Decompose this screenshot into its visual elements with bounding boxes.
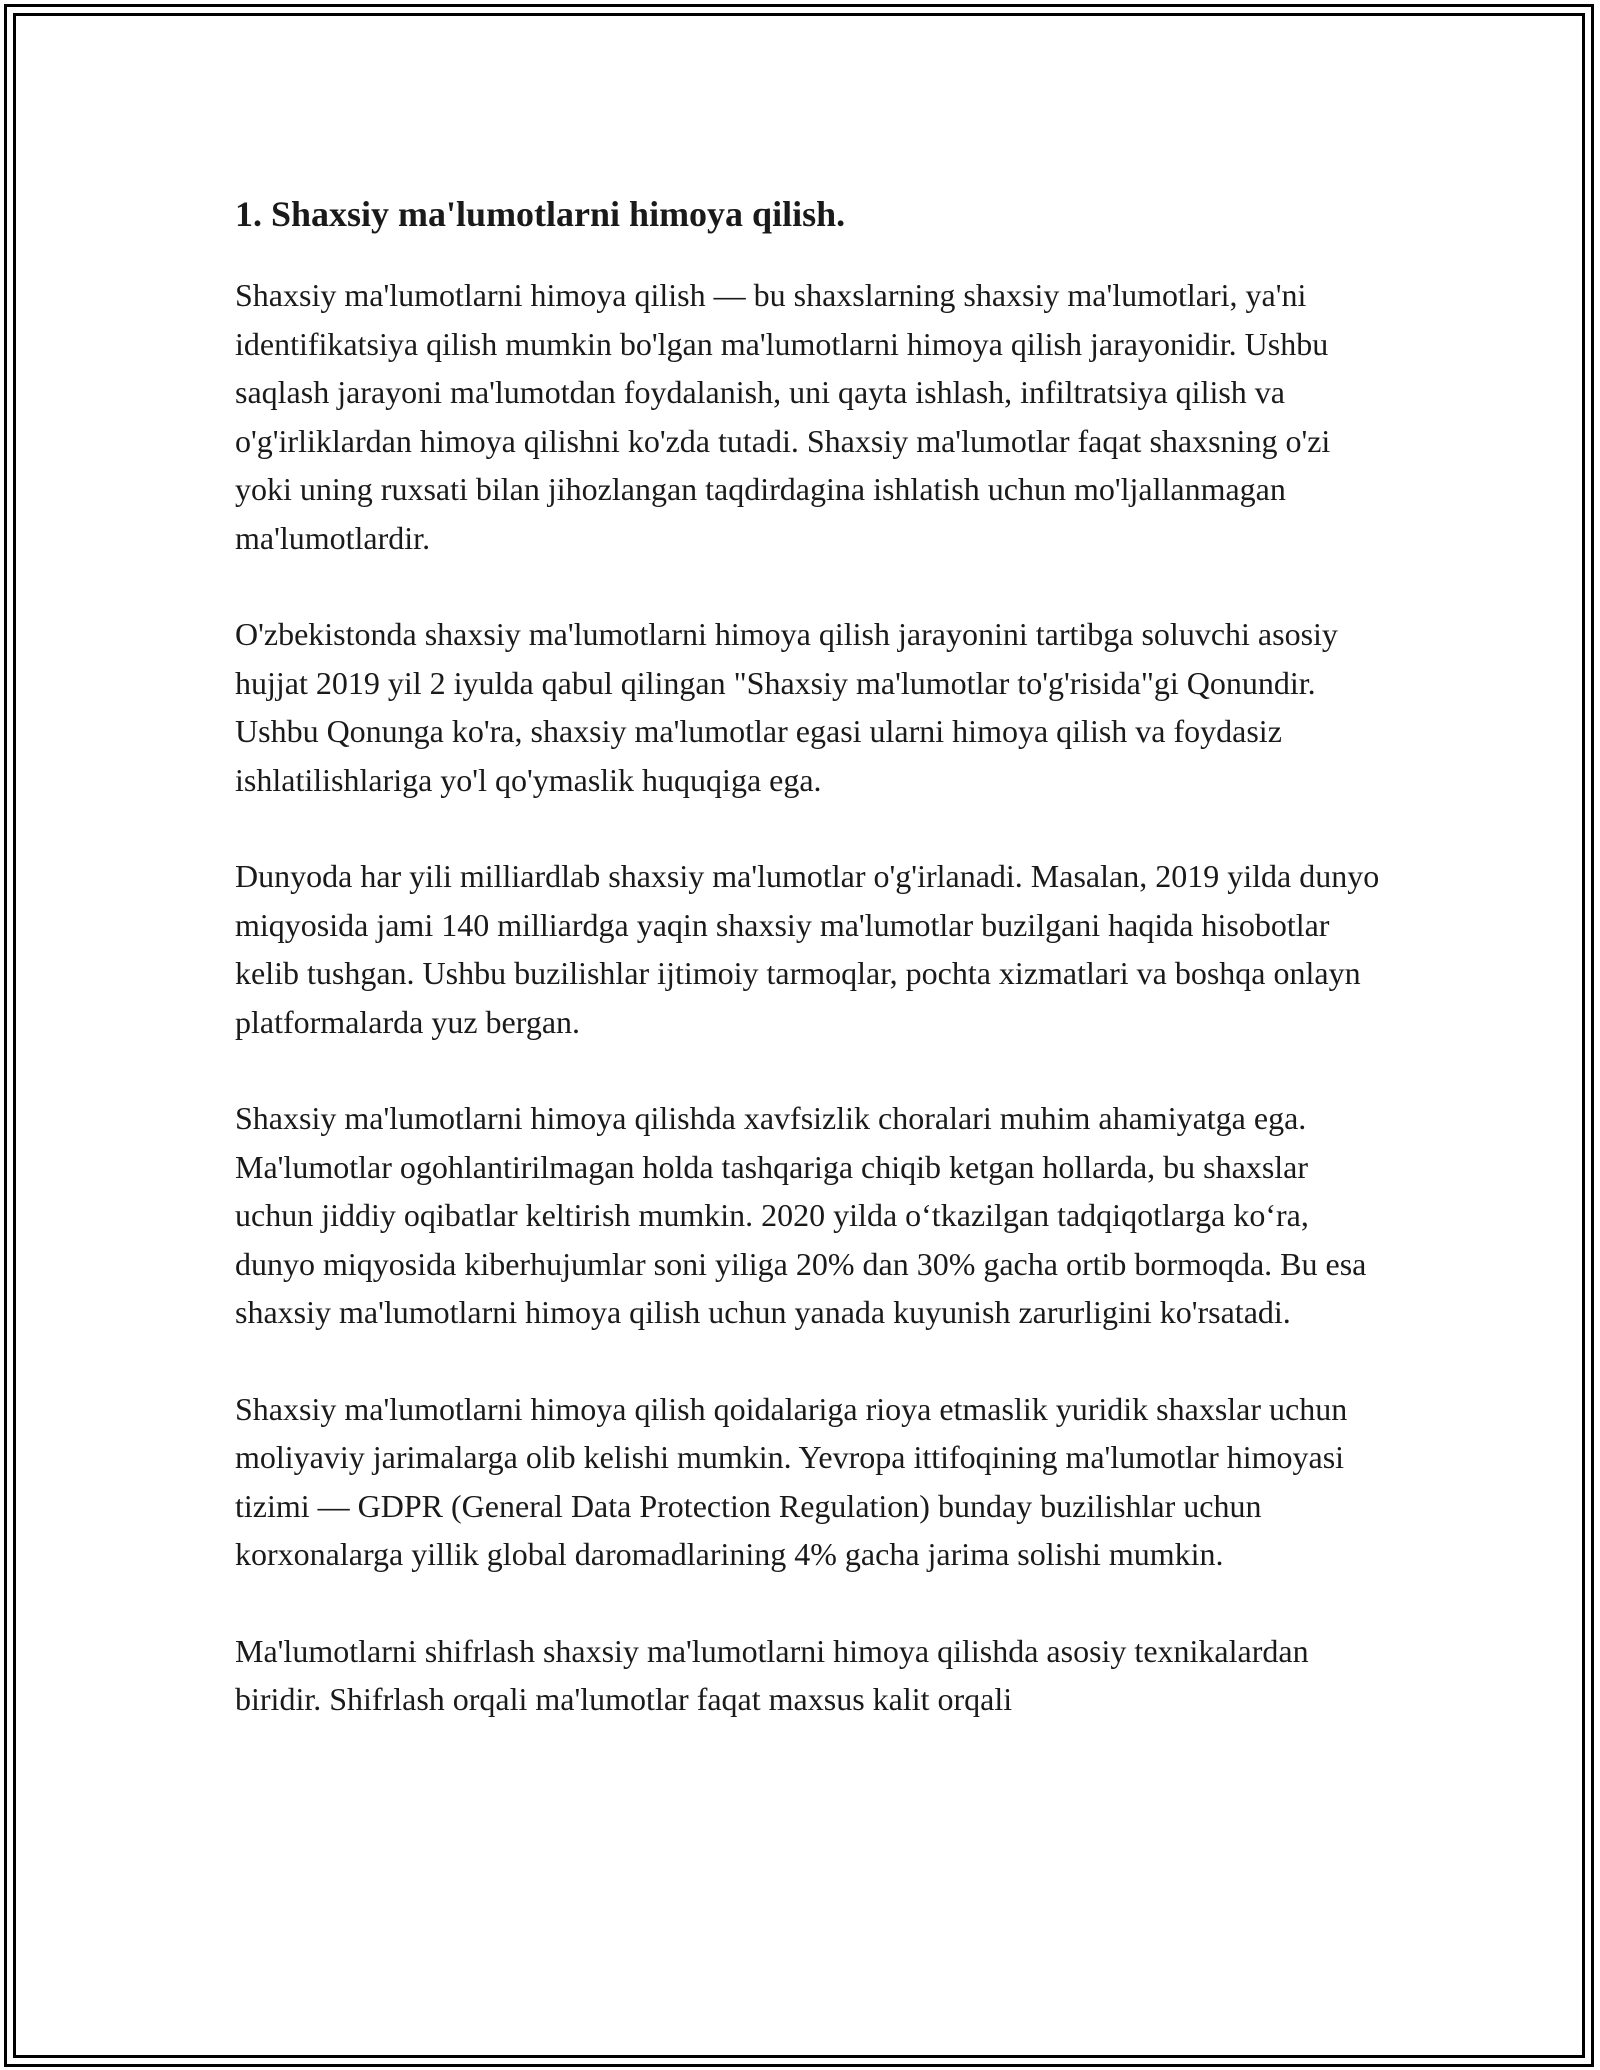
paragraph-security-measures: Shaxsiy ma'lumotlarni himoya qilishda xavfsizlik choralari muhim ahamiyatga ega. Ma'lumotlar ogohlantirilmagan holda tashqariga chiqib ketgan hollarda, bu shaxslar uchun jiddiy oqibatlar keltirish mumkin. 2020 yilda oʻtkazilgan tadqiqotlarga koʻra, dunyo miqyosida kiberhujumlar soni yiliga 20% dan 30% gacha ortib bormoqda. Bu esa shaxsiy ma'lumotlarni himoya qilish uchun yanada kuyunish zarurligini ko'rsatadi. <box>235 1100 1367 1330</box>
paragraph-encryption: Ma'lumotlarni shifrlash shaxsiy ma'lumotlarni himoya qilishda asosiy texnikalardan biridir. Shifrlash orqali ma'lumotlar faqat maxsus kalit orqali <box>235 1632 1309 1717</box>
paragraph-global-breaches: Dunyoda har yili milliardlab shaxsiy ma'lumotlar o'g'irlanadi. Masalan, 2019 yilda dunyo miqyosida jami 140 milliardga yaqin shaxsiy ma'lumotlar buzilgani haqida hisobotlar kelib tushgan. Ushbu buzilishlar ijtimoiy tarmoqlar, pochta xizmatlari va boshqa onlayn platformalarda yuz bergan. <box>235 858 1380 1040</box>
section-heading: 1. Shaxsiy ma'lumotlarni himoya qilish. <box>235 194 846 234</box>
document-body <box>235 185 1385 1772</box>
paragraph-uzbekistan-law: O'zbekistonda shaxsiy ma'lumotlarni himoya qilish jarayonini tartibga soluvchi asosiy hujjat 2019 yil 2 iyulda qabul qilingan "Shaxsiy ma'lumotlar to'g'risida"gi Qonundir. Ushbu Qonunga ko'ra, shaxsiy ma'lumotlar egasi ularni himoya qilish va foydasiz ishlatilishlariga yo'l qo'ymaslik huquqiga ega. <box>235 616 1338 798</box>
paragraph-gdpr-fines: Shaxsiy ma'lumotlarni himoya qilish qoidalariga rioya etmaslik yuridik shaxslar uchun moliyaviy jarimalarga olib kelishi mumkin. Yevropa ittifoqining ma'lumotlar himoyasi tizimi — GDPR (General Data Protection Regulation) bunday buzilishlar uchun korxonalarga yillik global daromadlarining 4% gacha jarima solishi mumkin. <box>235 1390 1348 1572</box>
paragraph-definition: Shaxsiy ma'lumotlarni himoya qilish — bu shaxslarning shaxsiy ma'lumotlari, ya'ni identifikatsiya qilish mumkin bo'lgan ma'lumotlarni himoya qilish jarayonidir. Ushbu saqlash jarayoni ma'lumotdan foydalanish, uni qayta ishlash, infiltratsiya qilish va o'g'irliklardan himoya qilishni ko'zda tutadi. Shaxsiy ma'lumotlar faqat shaxsning o'zi yoki uning ruxsati bilan jihozlangan taqdirdagina ishlatish uchun mo'ljallanmagan ma'lumotlardir. <box>235 277 1331 556</box>
